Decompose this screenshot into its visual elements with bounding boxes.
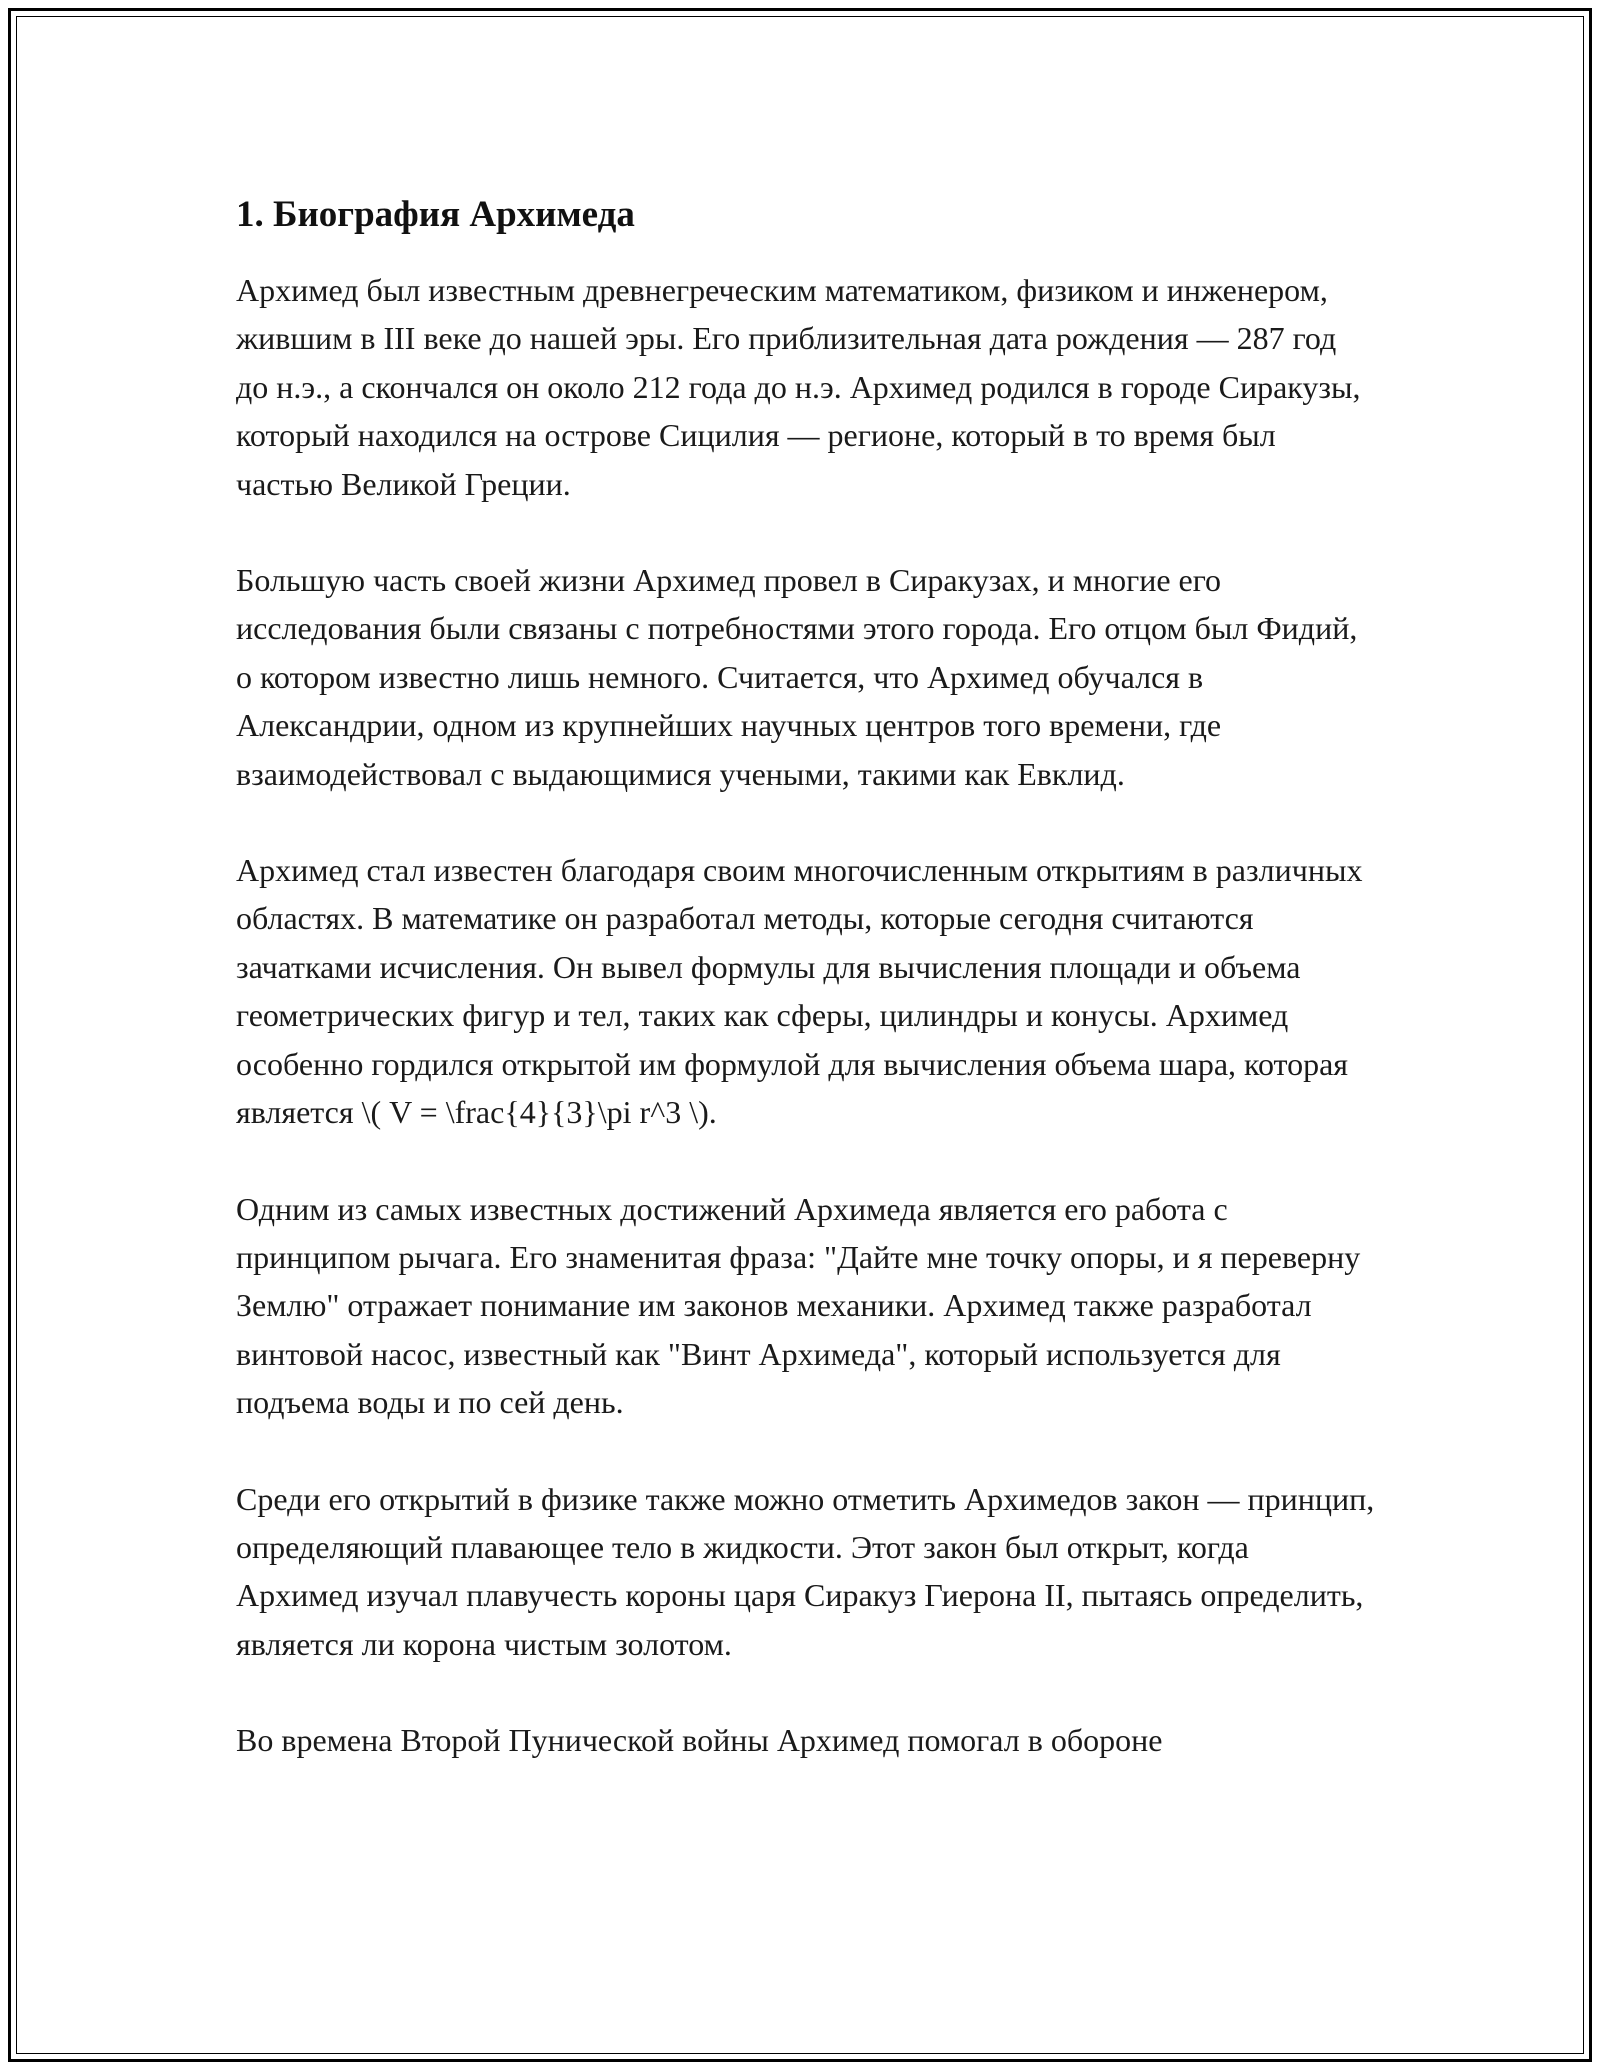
paragraph-1: Архимед был известным древнегреческим математиком, физиком и инженером, жившим в III веке до нашей эры. Его приблизительная дата рождения — 287 год до н.э., а скончался он около 212 года до н.э. Архимед родился в городе Сиракузы, который находился на острове Сицилия — регионе, который в то время был частью Великой Греции. — [236, 272, 1361, 502]
paragraph-4: Одним из самых известных достижений Архимеда является его работа с принципом рычага. Его знаменитая фраза: "Дайте мне точку опоры, и я переверну Землю" отражает понимание им законов механики. Архимед также разработал винтовой насос, известный как "Винт Архимеда", который используется для подъема воды и по сей день. — [236, 1190, 1361, 1421]
section-heading: 1. Биография Архимеда — [236, 194, 635, 235]
document-body — [236, 186, 1376, 1813]
paragraph-6: Во времена Второй Пунической войны Архимед помогал в обороне — [236, 1722, 1163, 1759]
paragraph-3: Архимед стал известен благодаря своим многочисленным открытиям в различных областях. В математике он разработал методы, которые сегодня считаются зачатками исчисления. Он вывел формулы для вычисления площади и объема геометрических фигур и тел, таких как сферы, цилиндры и конусы. Архимед особенно гордился открытой им формулой для вычисления объема шара, которая является \( V = \frac{4}{3}\pi r^3 \). — [236, 852, 1363, 1131]
paragraph-2: Большую часть своей жизни Архимед провел в Сиракузах, и многие его исследования были связаны с потребностями этого города. Его отцом был Фидий, о котором известно лишь немного. Считается, что Архимед обучался в Александрии, одном из крупнейших научных центров того времени, где взаимодействовал с выдающимися учеными, такими как Евклид. — [236, 562, 1358, 792]
paragraph-5: Среди его открытий в физике также можно отметить Архимедов закон — принцип, определяющий плавающее тело в жидкости. Этот закон был открыт, когда Архимед изучал плавучесть короны царя Сиракуз Гиерона II, пытаясь определить, является ли корона чистым золотом. — [236, 1480, 1375, 1662]
